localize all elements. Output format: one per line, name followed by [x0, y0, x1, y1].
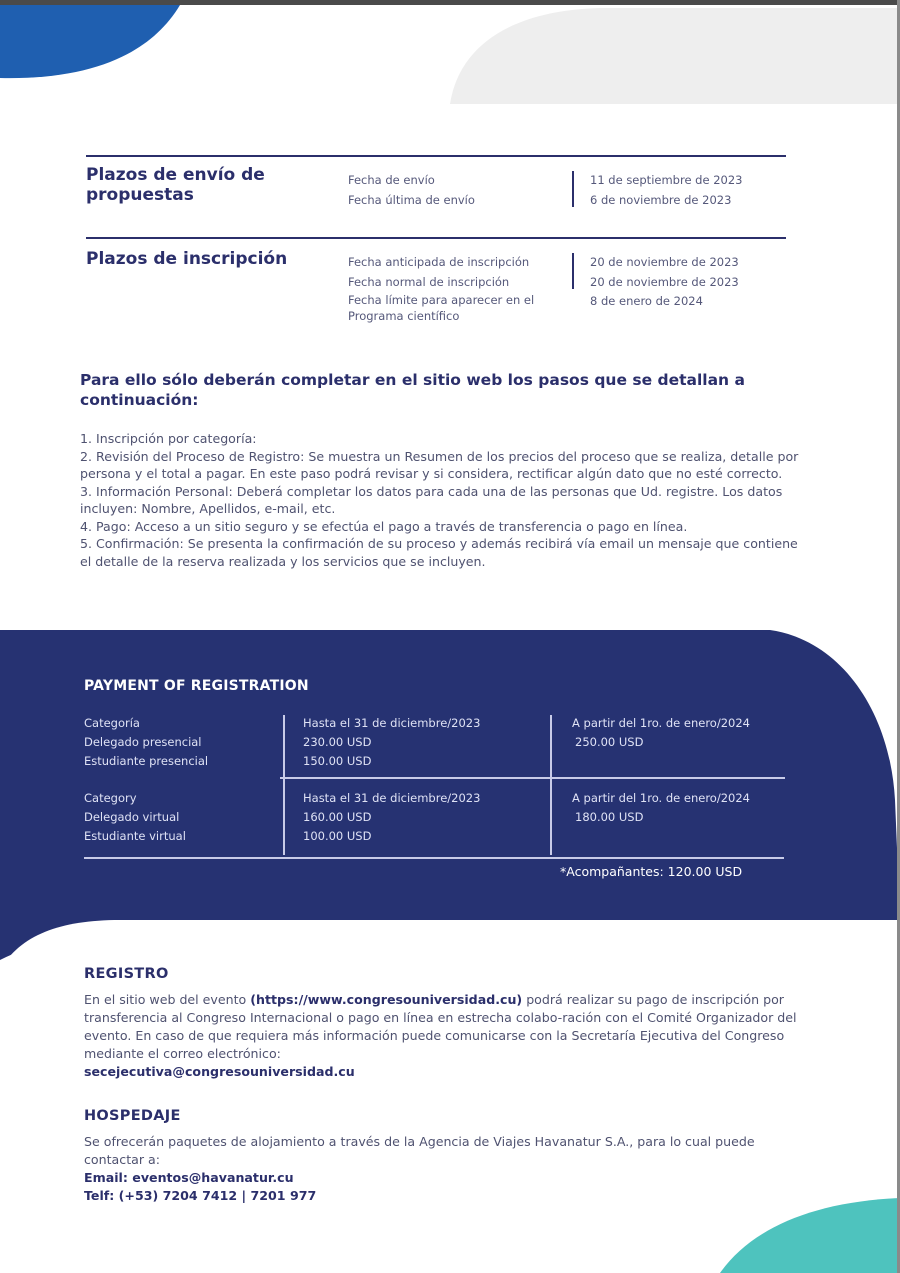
payment-text: Categoría [84, 716, 140, 730]
payment-text: 250.00 USD [575, 735, 644, 749]
payment-row-divider [280, 777, 785, 779]
gray-wave-shape [450, 8, 900, 104]
hospedaje-text [84, 1133, 804, 1205]
deadline-value: 8 de enero de 2024 [590, 294, 703, 308]
hospedaje-email-link[interactable]: Email: eventos@havanatur.cu [84, 1170, 294, 1185]
steps-title: Para ello sólo deberán completar en el sitio web los pasos que se detallan a continuación: [80, 371, 745, 409]
payment-text: 160.00 USD [303, 810, 372, 824]
payment-text: Hasta el 31 de diciembre/2023 [303, 716, 481, 730]
payment-companion-note: *Acompañantes: 120.00 USD [560, 864, 743, 879]
hospedaje-body: Se ofrecerán paquetes de alojamiento a través de la Agencia de Viajes Havanatur S.A., para lo cual puede contactar a: [84, 1134, 755, 1167]
payment-category-cell [84, 789, 274, 846]
deadline-label: Fecha última de envío [348, 192, 475, 207]
payment-text: Category [84, 791, 137, 805]
deadline-label: Fecha de envío [348, 173, 435, 187]
payment-bottom-line [84, 857, 784, 859]
deadline-block-submissions [86, 155, 786, 225]
blue-corner-shape [0, 5, 180, 78]
deadline-title: Plazos de envío de propuestas [86, 165, 265, 205]
registro-text [84, 991, 804, 1081]
registro-intro: En el sitio web del evento [84, 992, 251, 1007]
registro-url-link[interactable]: (https://www.congresouniversidad.cu) [250, 992, 523, 1007]
payment-late-cell [572, 714, 782, 752]
hospedaje-title: HOSPEDAJE [84, 1108, 181, 1124]
deadline-value: 6 de noviembre de 2023 [590, 192, 732, 207]
step-item: 4. Pago: Acceso a un sitio seguro y se efectúa el pago a través de transferencia o pago en línea. [80, 518, 688, 534]
deadline-title: Plazos de inscripción [86, 249, 288, 269]
deadline-labels [348, 253, 568, 324]
payment-text: Estudiante presencial [84, 754, 209, 768]
deadline-value: 11 de septiembre de 2023 [590, 173, 743, 187]
payment-column-divider [283, 715, 285, 855]
deadline-values [590, 171, 790, 210]
deadline-value: 20 de noviembre de 2023 [590, 274, 739, 289]
payment-early-cell [303, 714, 533, 771]
steps-list [80, 430, 800, 570]
payment-category-cell [84, 714, 274, 771]
step-item: 2. Revisión del Proceso de Registro: Se muestra un Resumen de los precios del proceso que se realiza, detalle por persona y el total a pagar. En este paso podrá revisar y si considera, rectificar algún dato que no esté correcto. [80, 448, 799, 481]
registro-body: podrá realizar su pago de inscripción por transferencia al Congreso Internacional o pago en línea en estrecha colabo-ración con el Comité Organizador del evento. En caso de que requiera más información puede comunicarse con la Secretaría Ejecutiva del Congreso mediante el correo electrónico: [84, 992, 797, 1061]
step-item: 1. Inscripción por categoría: [80, 431, 257, 446]
deadline-label: Fecha límite para aparecer en el Programa científico [348, 293, 535, 323]
payment-early-cell [303, 789, 533, 846]
deadline-labels [348, 171, 568, 210]
step-item: 3. Información Personal: Deberá completar los datos para cada una de las personas que Ud. registre. Los datos incluyen: Nombre, Apellidos, e-mail, etc. [80, 483, 783, 516]
deadline-label: Fecha normal de inscripción [348, 274, 510, 289]
registro-email-link[interactable]: secejecutiva@congresouniversidad.cu [84, 1064, 355, 1079]
deadline-values [590, 253, 790, 312]
payment-text: 100.00 USD [303, 829, 372, 843]
registro-title: REGISTRO [84, 966, 169, 982]
deadline-block-registration [86, 237, 786, 332]
payment-text: Delegado virtual [84, 810, 180, 824]
payment-text: Delegado presencial [84, 735, 202, 749]
payment-text: 180.00 USD [575, 810, 644, 824]
deadline-label: Fecha anticipada de inscripción [348, 255, 530, 269]
deadline-divider [572, 171, 574, 207]
deadline-divider [572, 253, 574, 289]
payment-text: 150.00 USD [303, 754, 372, 768]
deadline-value: 20 de noviembre de 2023 [590, 255, 739, 269]
payment-text: A partir del 1ro. de enero/2024 [572, 716, 750, 730]
payment-text: Estudiante virtual [84, 829, 186, 843]
teal-corner-decoration [700, 1190, 900, 1273]
hospedaje-phone: Telf: (+53) 7204 7412 | 7201 977 [84, 1188, 317, 1203]
step-item: 5. Confirmación: Se presenta la confirmación de su proceso y además recibirá vía email un mensaje que contiene el detalle de la reserva realizada y los servicios que se incluyen. [80, 536, 798, 569]
payment-text: 230.00 USD [303, 735, 372, 749]
payment-text: A partir del 1ro. de enero/2024 [572, 791, 750, 805]
payment-text: Hasta el 31 de diciembre/2023 [303, 791, 481, 805]
header-decoration [0, 0, 900, 120]
payment-column-divider [550, 715, 552, 855]
payment-title: PAYMENT OF REGISTRATION [84, 678, 309, 694]
payment-late-cell [572, 789, 782, 827]
